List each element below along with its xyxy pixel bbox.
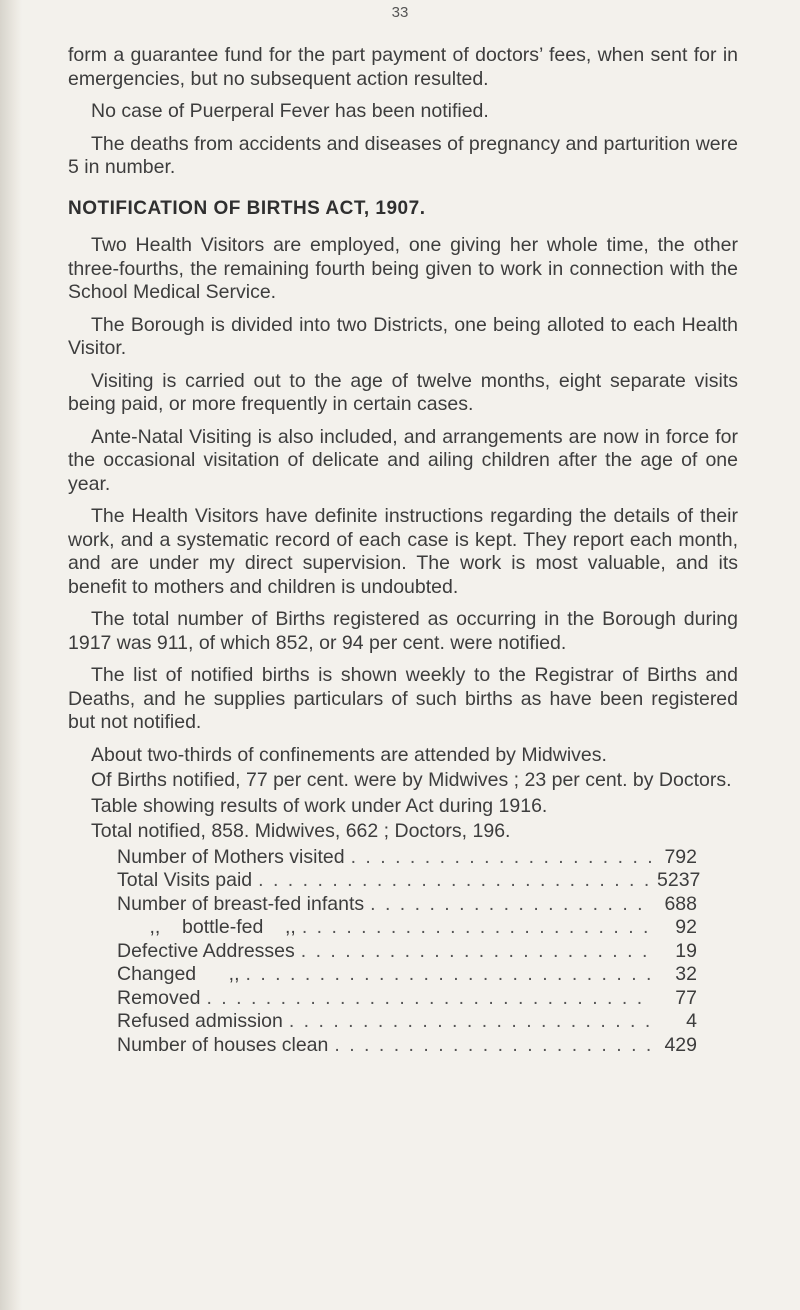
- paragraph-midwives: About two-thirds of confinements are attended by Midwives.: [91, 743, 607, 766]
- table-row: [117, 916, 697, 940]
- table-row: [117, 869, 701, 893]
- row-label: Number of Mothers visited: [117, 845, 345, 868]
- row-label: Changed ,,: [117, 963, 240, 985]
- leader-dots: [334, 1034, 651, 1058]
- row-label: Removed: [117, 986, 201, 1009]
- table-row: [117, 940, 697, 964]
- table-row: [117, 893, 697, 917]
- row-label: Defective Addresses: [117, 939, 295, 962]
- row-label: Number of breast-fed infants: [117, 892, 365, 915]
- page-body: [68, 44, 738, 1057]
- row-value: 92: [675, 916, 697, 938]
- paragraph-health-visitors: Two Health Visitors are employed, one giving her whole time, the other three-fourths, the remaining fourth being given to work in connection with the School Medical Service.: [68, 234, 738, 303]
- paragraph-puerperal: No case of Puerperal Fever has been notified.: [91, 100, 489, 122]
- row-label: ,, bottle-fed ,,: [117, 916, 296, 938]
- paragraph-table-intro: Table showing results of work under Act during 1916.: [91, 794, 548, 817]
- table-row: [117, 987, 697, 1011]
- leader-dots: [351, 846, 651, 870]
- row-value: 77: [675, 986, 697, 1009]
- leader-dots: [302, 916, 651, 940]
- row-value: 4: [686, 1010, 697, 1032]
- leader-dots: [301, 940, 651, 964]
- paragraph-continuation: form a guarantee fund for the part payment of doctors’ fees, when sent for in emergencies, but no subsequent action resulted.: [68, 44, 738, 90]
- section-heading: NOTIFICATION OF BIRTHS ACT, 1907.: [68, 197, 426, 219]
- leader-dots: [206, 987, 651, 1011]
- row-label: Total Visits paid: [117, 869, 253, 891]
- paragraph-districts: The Borough is divided into two Districts, one being alloted to each Health Visitor.: [68, 313, 738, 359]
- paragraph-registrar: The list of notified births is shown weekly to the Registrar of Births and Deaths, and he supplies particulars of such births as have been registered but not notified.: [68, 664, 738, 733]
- table-row: [117, 1034, 697, 1058]
- leader-dots: [246, 963, 652, 987]
- row-value: 32: [675, 963, 697, 985]
- row-label: Number of houses clean: [117, 1033, 329, 1056]
- row-value: 19: [675, 939, 697, 962]
- row-value: 792: [664, 845, 697, 868]
- paragraph-visiting: Visiting is carried out to the age of twelve months, eight separate visits being paid, or more frequently in certain cases.: [68, 369, 738, 415]
- leader-dots: [370, 893, 651, 917]
- table-row: [117, 1010, 697, 1034]
- leader-dots: [258, 869, 651, 893]
- leader-dots: [289, 1010, 651, 1034]
- row-label: Refused admission: [117, 1010, 283, 1032]
- paragraph-births-registered: The total number of Births registered as occurring in the Borough during 1917 was 911, of which 852, or 94 per cent. were notified.: [68, 608, 738, 654]
- paragraph-instructions: The Health Visitors have definite instructions regarding the details of their work, and a systematic record of each case is kept. They report each month, and are under my direct supervision. The work is most valuable, and its benefit to mothers and children is undoubted.: [68, 505, 738, 598]
- paragraph-total-notified: Total notified, 858. Midwives, 662 ; Doctors, 196.: [91, 820, 511, 842]
- results-table: [117, 845, 701, 1058]
- paragraph-deaths: The deaths from accidents and diseases of pregnancy and parturition were 5 in number.: [68, 132, 738, 178]
- table-row: [117, 963, 697, 987]
- table-row: [117, 846, 697, 870]
- row-value: 5237: [657, 869, 701, 891]
- page-edge-shadow: [0, 0, 22, 1310]
- row-value: 688: [664, 892, 697, 915]
- paragraph-births-notified: Of Births notified, 77 per cent. were by Midwives ; 23 per cent. by Doctors.: [91, 769, 732, 791]
- paragraph-ante-natal: Ante-Natal Visiting is also included, and arrangements are now in force for the occasional visitation of delicate and ailing children after the age of one year.: [68, 425, 738, 495]
- row-value: 429: [664, 1033, 697, 1056]
- page-number: 33: [391, 4, 409, 21]
